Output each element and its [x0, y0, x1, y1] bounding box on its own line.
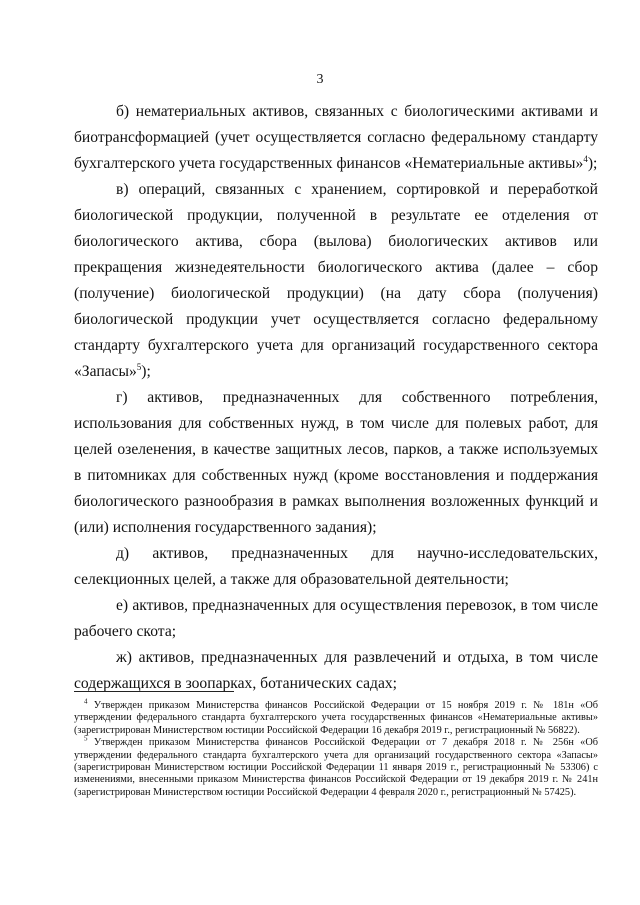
footnotes: [74, 697, 598, 799]
page-number: 3: [316, 72, 324, 87]
paragraph-tail: );: [141, 363, 151, 380]
footnote-mark: 5: [84, 734, 88, 743]
paragraph-v: [74, 177, 598, 385]
paragraph-text: г) активов, предназначенных для собственного потребления, использования для собственных нужд, в том числе для полевых работ, для целей озеленения, в качестве защитных лесов, парков, а также используемых в питомниках для собственных нужд (кроме восстановления и поддержания биологического разнообразия в рамках выполнения возложенных функций и (или) исполнения государственного задания);: [74, 389, 598, 536]
paragraph-e: [74, 593, 598, 645]
paragraph-tail: );: [587, 155, 598, 172]
footnote-separator: [74, 691, 234, 692]
footnote-5: [74, 734, 598, 799]
paragraph-text: е) активов, предназначенных для осуществления перевозок, в том числе рабочего скота;: [74, 597, 598, 640]
paragraph-b: [74, 99, 598, 177]
paragraph-text: в) операций, связанных с хранением, сортировкой и переработкой биологической продукции, полученной в результате ее отделения от биологического актива, сбора (вылова) биологических активов или прекращения жизнедеятельности биологического актива (далее – сбор (получение) биологической продукции) (на дату сбора (получения) биологической продукции учет осуществляется согласно федеральному стандарту бухгалтерского учета для организаций государственного сектора «Запасы»: [74, 181, 598, 380]
footnote-ref-4: 4: [583, 153, 588, 164]
footnote-4: [74, 697, 598, 737]
footnote-text: Утвержден приказом Министерства финансов Российской Федерации от 7 декабря 2018 г. № 256н «Об утверждении федерального стандарта бухгалтерского учета для организаций государственного сектора «Запасы» (зарегистрирован Министерством юстиции Российской Федерации 11 января 2019 г., регистрационный № 53306) с изменениями, внесенными приказом Министерства финансов Российской Федерации от 19 декабря 2019 г. № 241н (зарегистрирован Министерством юстиции Российской Федерации 4 февраля 2020 г., регистрационный № 57425).: [74, 737, 598, 798]
document-body: [74, 99, 598, 697]
paragraph-g: [74, 385, 598, 541]
paragraph-text: б) нематериальных активов, связанных с биологическими активами и биотрансформацией (учет осуществляется согласно федеральному стандарту бухгалтерского учета государственных финансов «Нематериальные активы»: [74, 103, 598, 172]
footnote-text: Утвержден приказом Министерства финансов Российской Федерации от 15 ноября 2019 г. № 181н «Об утверждении федерального стандарта бухгалтерского учета государственных финансов «Нематериальные активы» (зарегистрирован Министерством юстиции Российской Федерации 16 декабря 2019 г., регистрационный № 56822).: [74, 700, 598, 736]
paragraph-text: д) активов, предназначенных для научно-исследовательских, селекционных целей, а также для образовательной деятельности;: [74, 545, 598, 588]
paragraph-zh: [74, 645, 598, 697]
footnote-ref-5: 5: [136, 361, 142, 372]
paragraph-text: ж) активов, предназначенных для развлечений и отдыха, в том числе содержащихся в зоопарках, ботанических садах;: [74, 649, 598, 692]
paragraph-d: [74, 541, 598, 593]
footnote-mark: 4: [84, 697, 88, 706]
